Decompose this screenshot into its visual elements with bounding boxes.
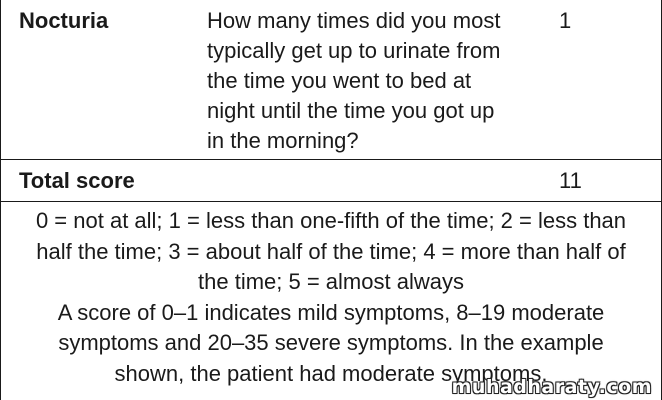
total-score-label: Total score — [19, 168, 135, 193]
question-line: How many times did you most — [207, 8, 501, 33]
nocturia-question — [207, 6, 517, 156]
nocturia-row — [1, 0, 661, 160]
question-line: the time you went to bed at — [207, 68, 472, 93]
question-line: typically get up to urinate from — [207, 38, 501, 63]
notes-line: half the time; 3 = about half of the time; 4 = more than half of — [36, 238, 626, 264]
nocturia-score: 1 — [559, 8, 572, 33]
notes-row — [1, 202, 661, 400]
notes-line: 0 = not at all; 1 = less than one-fifth of the time; 2 = less than — [35, 208, 627, 233]
question-line: in the morning? — [207, 128, 359, 153]
notes-line: symptoms and 20–35 severe symptoms. In the example — [58, 330, 604, 355]
total-score-value: 11 — [559, 168, 582, 193]
watermark: muhadharaty.com — [451, 376, 652, 398]
notes-line: A score of 0–1 indicates mild symptoms, 8–19 moderate — [57, 299, 605, 325]
question-line: night until the time you got up — [207, 98, 495, 123]
total-score-row — [1, 160, 661, 202]
notes-line: the time; 5 = almost always — [198, 269, 464, 294]
scoring-notes — [1, 206, 661, 389]
notes-line: shown, the patient had moderate symptoms. — [114, 360, 548, 386]
nocturia-label: Nocturia — [19, 8, 109, 33]
